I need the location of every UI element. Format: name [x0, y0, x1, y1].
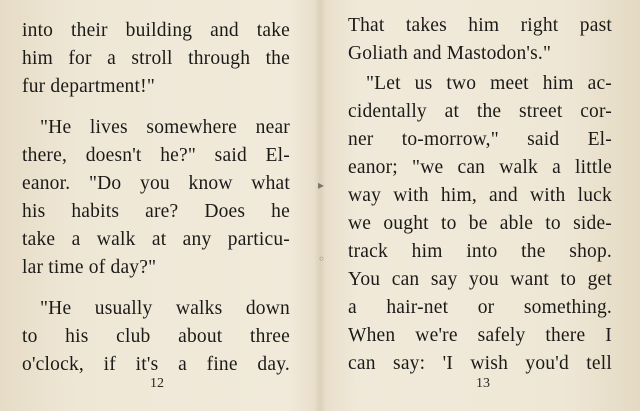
gutter-mark-icon: ▸: [318, 178, 325, 192]
text-line: When we're safely there I: [348, 325, 612, 346]
text-line: ner to-morrow," said El-: [348, 129, 612, 150]
text-line: o'clock, if it's a fine day.: [22, 354, 290, 375]
text-line: eanor. "Do you know what: [22, 173, 290, 194]
text-line: fur department!": [22, 76, 155, 97]
text-line: we ought to be able to side-: [348, 213, 612, 234]
page-number: 12: [150, 376, 164, 391]
text-line: cidentally at the street cor-: [348, 101, 612, 122]
text-line: his habits are? Does he: [22, 201, 290, 222]
text-line: track him into the shop.: [348, 241, 612, 262]
text-line: "Let us two meet him ac-: [366, 73, 612, 94]
text-line: there, doesn't he?" said El-: [22, 145, 290, 166]
text-line: lar time of day?": [22, 257, 157, 278]
right-page: [322, 0, 640, 411]
text-line: way with him, and with luck: [348, 185, 612, 206]
gutter-mark-icon: ◦: [318, 252, 326, 266]
text-line: "He lives somewhere near: [40, 117, 290, 138]
text-line: him for a stroll through the: [22, 48, 290, 69]
text-line: to his club about three: [22, 326, 290, 347]
text-line: eanor; "we can walk a little: [348, 157, 612, 178]
text-line: Goliath and Mastodon's.": [348, 43, 552, 64]
text-line: That takes him right past: [348, 15, 612, 36]
text-line: take a walk at any particu-: [22, 229, 290, 250]
text-line: "He usually walks down: [40, 298, 290, 319]
text-line: You can say you want to get: [348, 269, 612, 290]
text-line: can say: 'I wish you'd tell: [348, 353, 612, 374]
left-page: [0, 0, 318, 411]
text-line: into their building and take: [22, 20, 290, 41]
text-line: a hair-net or something.: [348, 297, 612, 318]
page-number: 13: [476, 376, 490, 391]
